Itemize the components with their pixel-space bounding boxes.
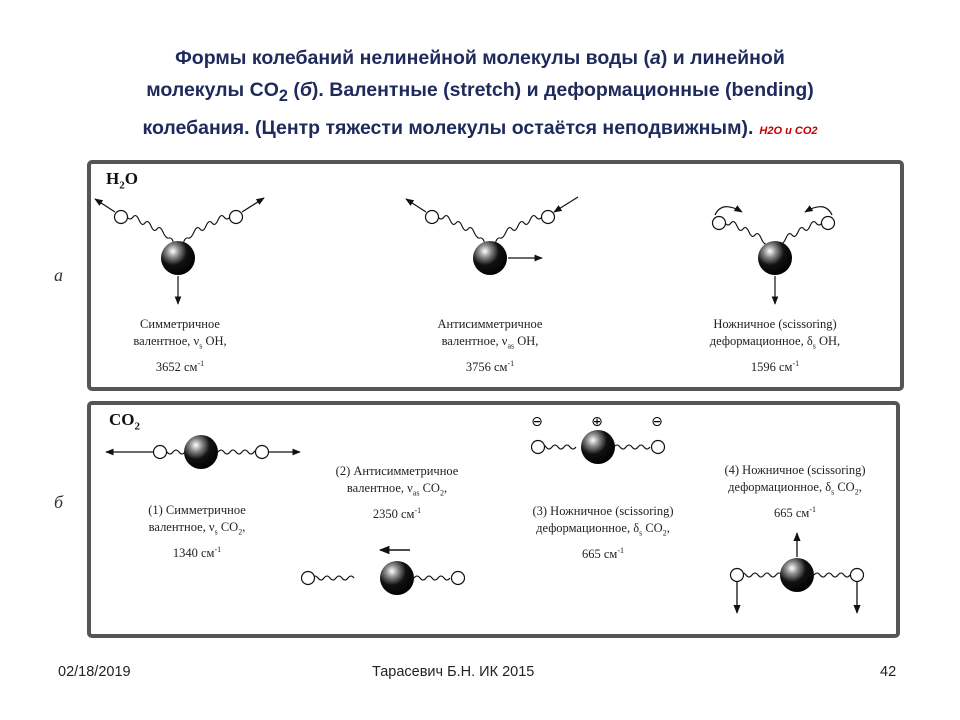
h2o-symmetric-diagram [95, 198, 264, 304]
co2-antisymmetric-diagram [302, 550, 465, 595]
co2-symmetric-diagram [106, 435, 300, 469]
co2-mode-1: (1) Симметричное валентное, $\nu_s$ $CO_2$, 1340 $см^{-1}$ [148, 503, 246, 560]
h2o-mode-symmetric: Симметричное валентное, $\nu_s$ OH, 3652 $см^{-1}$ [133, 317, 227, 374]
charge-minus-right: ⊖ [651, 414, 663, 430]
co2-mode-3: (3) Ножничное (scissoring) деформационное, $\delta_s$ $CO_2$, 665 $см^{-1}$ [532, 504, 674, 561]
page-number: 42 [880, 664, 897, 680]
charge-minus-left: ⊖ [531, 414, 543, 430]
co2-scissoring-diagram [731, 533, 864, 613]
panel-a-label: а [54, 265, 63, 285]
h2o-antisymmetric-diagram [406, 197, 578, 275]
h2o-formula: $H_2O$ [106, 169, 138, 192]
panel-b-label: б [54, 492, 64, 512]
footer-date: 02/18/2019 [58, 664, 131, 680]
charge-plus-center: ⊕ [591, 414, 603, 430]
h2o-scissoring-diagram [713, 207, 835, 304]
title-note: H2O и CO2 [759, 124, 818, 137]
h2o-mode-antisymmetric: Антисимметричное валентное, $\nu_{as}$ OH, 3756 $см^{-1}$ [437, 317, 543, 374]
h2o-mode-scissoring: Ножничное (scissoring) деформационное, $\delta_s$ OH, 1596 $см^{-1}$ [709, 317, 841, 374]
footer-author: Тарасевич Б.Н. ИК 2015 [372, 664, 535, 680]
co2-mode-2: (2) Антисимметричное валентное, $\nu_{as}$ $CO_2$, 2350 $см^{-1}$ [335, 464, 459, 521]
co2-scissoring-charges-diagram [531, 414, 664, 464]
slide-title: Формы колебаний нелинейной молекулы воды (а) и линейной молекулы $CO_2$ (б). Валентные (stretch) и деформационные (bending) колебания. (Центр тяжести молекулы остаётся неподвижным). H2O и CO2 [142, 47, 818, 139]
co2-formula: $CO_2$ [109, 410, 140, 433]
co2-mode-4: (4) Ножничное (scissoring) деформационное, $\delta_s$ $CO_2$, 665 $см^{-1}$ [724, 463, 866, 520]
